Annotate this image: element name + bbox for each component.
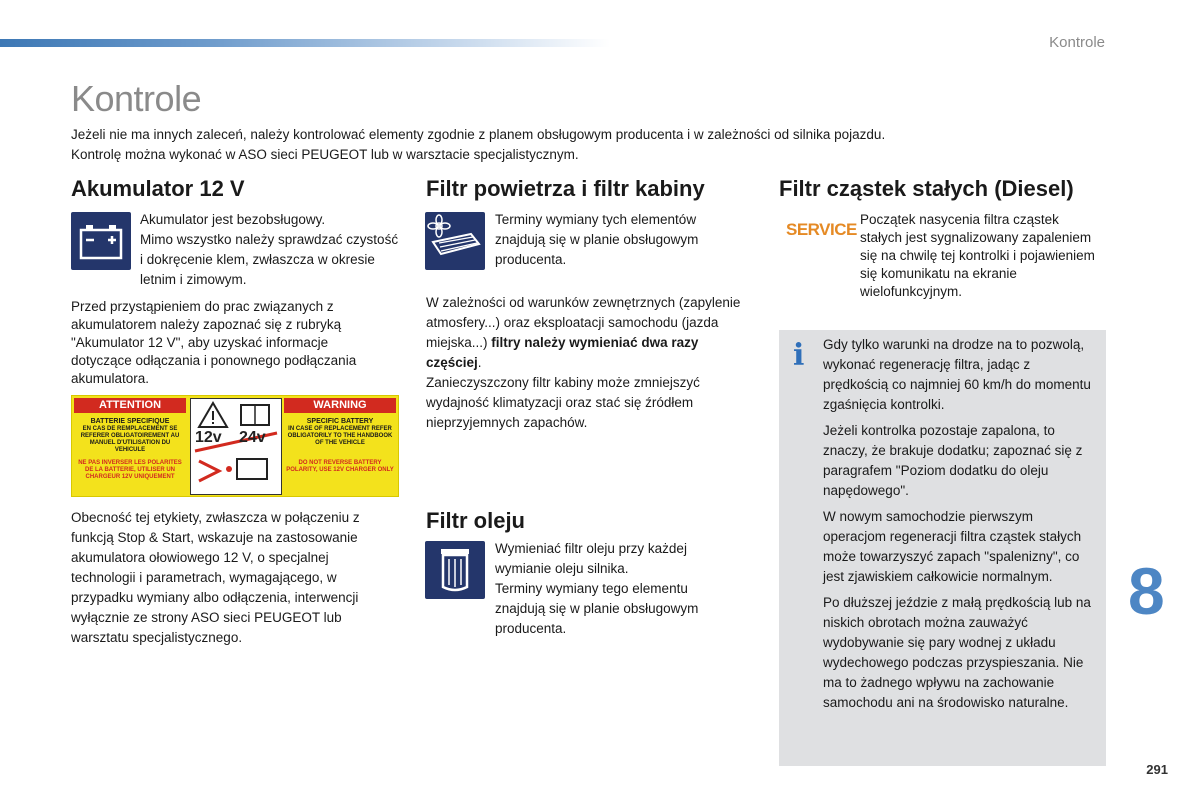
air-filter-section bbox=[426, 176, 756, 212]
info-box bbox=[779, 330, 1106, 766]
battery-side-text-1: Akumulator jest bezobsługowy. bbox=[140, 212, 326, 227]
oil-filter-heading: Filtr oleju bbox=[426, 508, 525, 533]
air-filter-para-b: . bbox=[477, 355, 482, 370]
info-paragraph-3: W nowym samochodzie pierwszym operacjom regeneracji filtra cząstek stałych może towarzyszyć zapach "spalenizny", co jest zjawiskiem całkowicie normalnym. bbox=[823, 509, 1082, 584]
header-section-title: Kontrole bbox=[1049, 34, 1105, 51]
label-warning: WARNING bbox=[284, 398, 396, 413]
air-filter-icon bbox=[425, 212, 485, 270]
intro-line-1: Jeżeli nie ma innych zaleceń, należy kontrolować elementy zgodnie z planem obsługowym producenta i w zależności od silnika pojazdu. bbox=[71, 127, 886, 142]
battery-section bbox=[71, 176, 401, 212]
battery-paragraph-2: Obecność tej etykiety, zwłaszcza w połączeniu z funkcją Stop & Start, wskazuje na zastosowanie akumulatora ołowiowego 12 V, o specjalnej technologii i parametrach, wymagającego, w przypadku wymiany albo odłączenia, interwencji wyłącznie ze strony ASO sieci PEUGEOT lub warsztatu specjalistycznego. bbox=[71, 510, 360, 645]
battery-side-text-2: Mimo wszystko należy sprawdzać czystość i dokręcenie klem, zwłaszcza w okresie letnim i zimowym. bbox=[140, 232, 399, 287]
page-title: Kontrole bbox=[71, 78, 202, 119]
label-fr-title: BATTERIE SPECIFIQUE bbox=[90, 418, 170, 425]
oil-filter-icon bbox=[425, 541, 485, 599]
chapter-number: 8 bbox=[1128, 554, 1165, 628]
battery-warning-label bbox=[71, 395, 399, 497]
info-paragraph-1: Gdy tylko warunki na drodze na to pozwolą, wykonać regenerację filtra, jadąc z prędkością co najmniej 60 km/h do momentu zgaśnięcia kontrolki. bbox=[823, 337, 1091, 412]
air-filter-side-text: Terminy wymiany tych elementów znajdują się w planie obsługowym producenta. bbox=[495, 212, 699, 267]
info-box-text bbox=[823, 335, 1099, 719]
battery-paragraph-1: Przed przystąpieniem do prac związanych z akumulatorem należy zapoznać się z rubryką "Akumulator 12 V", aby uzyskać informacje dotyczące odłączania i ponownego podłączania akumulatora. bbox=[71, 299, 357, 386]
oil-filter-side-text-1: Wymieniać filtr oleju przy każdej wymianie oleju silnika. bbox=[495, 541, 687, 576]
label-attention: ATTENTION bbox=[74, 398, 186, 413]
intro-text bbox=[71, 125, 1111, 165]
air-filter-para-a: W zależności od warunków zewnętrznych (zapylenie atmosfery...) oraz eksploatacji samochodu (jazda miejska...) bbox=[426, 295, 741, 350]
intro-line-2: Kontrolę można wykonać w ASO sieci PEUGEOT lub w warsztacie specjalistycznym. bbox=[71, 147, 579, 162]
label-en-title: SPECIFIC BATTERY bbox=[306, 418, 374, 425]
oil-filter-side-text-2: Terminy wymiany tego elementu znajdują się w planie obsługowym producenta. bbox=[495, 581, 699, 636]
label-center-panel bbox=[190, 398, 282, 495]
page-number: 291 bbox=[1146, 762, 1168, 777]
air-filter-paragraph-1 bbox=[426, 293, 746, 373]
label-fr-text: EN CAS DE REMPLACEMENT SE REFERER OBLIGATOIREMENT AU MANUEL D'UTILISATION DU VEHICULE bbox=[80, 426, 180, 453]
air-filter-heading: Filtr powietrza i filtr kabiny bbox=[426, 176, 705, 201]
battery-icon bbox=[71, 212, 131, 270]
battery-side-text bbox=[140, 210, 402, 290]
info-paragraph-4: Po dłuższej jeździe z małą prędkością lub na niskich obrotach można zauważyć wydobywanie się pary wodnej z układu wydechowego podczas przyspieszania. Nie ma to żadnego wpływu na zachowanie samochodu ani na środowisko naturalne. bbox=[823, 595, 1091, 710]
label-en-red: DO NOT REVERSE BATTERY POLARITY, USE 12V CHARGER ONLY bbox=[286, 460, 394, 473]
info-paragraph-2: Jeżeli kontrolka pozostaje zapalona, to znaczy, że brakuje dodatku; zapoznać się z paragrafem "Poziom dodatku do oleju napędowego". bbox=[823, 423, 1083, 498]
battery-heading: Akumulator 12 V bbox=[71, 176, 245, 201]
service-warning-icon: SERVICE bbox=[786, 220, 857, 239]
particle-filter-section bbox=[779, 176, 1119, 212]
label-fr-red: NE PAS INVERSER LES POLARITES DE LA BATTERIE, UTILISER UN CHARGEUR 12V UNIQUEMENT bbox=[78, 460, 182, 480]
oil-filter-side-text bbox=[495, 539, 740, 639]
info-icon: i bbox=[793, 338, 805, 373]
particle-filter-side-text: Początek nasycenia filtra cząstek stałych jest sygnalizowany zapaleniem się na chwilę tej kontrolki i pojawieniem się komunikatu na ekranie wielofunkcyjnym. bbox=[860, 212, 1095, 299]
header-accent-bar bbox=[0, 39, 610, 47]
label-24v: 24v bbox=[239, 429, 266, 446]
label-12v: 12v bbox=[195, 429, 222, 446]
label-en-text: IN CASE OF REPLACEMENT REFER OBLIGATORILY TO THE HANDBOOK OF THE VEHICLE bbox=[287, 426, 393, 446]
particle-filter-heading: Filtr cząstek stałych (Diesel) bbox=[779, 176, 1074, 201]
air-filter-paragraph-2: Zanieczyszczony filtr kabiny może zmniejszyć wydajność klimatyzacji oraz stać się źródłem nieprzyjemnych zapachów. bbox=[426, 375, 700, 430]
air-filter-para-bold: filtry należy wymieniać dwa razy częściej bbox=[426, 335, 699, 370]
